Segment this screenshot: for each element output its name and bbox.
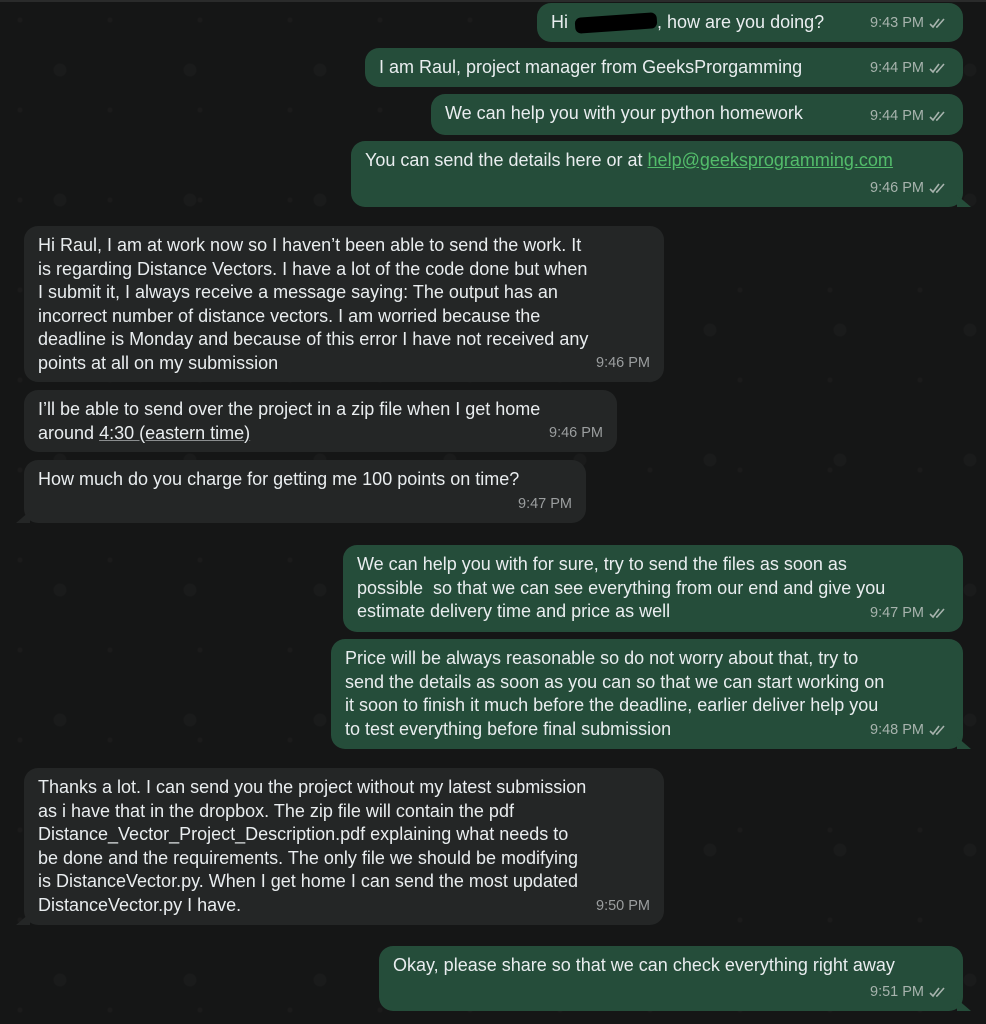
double-check-icon <box>929 607 949 619</box>
timestamp: 9:47 PM <box>518 495 572 512</box>
double-check-icon <box>929 110 949 122</box>
message-text: Okay, please share so that we can check everything right away <box>393 955 895 975</box>
message-incoming[interactable] <box>24 460 586 523</box>
message-text: How much do you charge for getting me 100 points on time? <box>38 469 520 489</box>
message-meta <box>870 57 949 81</box>
time-link[interactable]: 4:30 (eastern time) <box>99 422 251 443</box>
message-meta <box>518 493 572 517</box>
timestamp: 9:44 PM <box>870 107 924 124</box>
timestamp: 9:46 PM <box>549 424 603 441</box>
timestamp: 9:46 PM <box>596 354 650 371</box>
message-outgoing[interactable] <box>379 946 963 1011</box>
timestamp: 9:51 PM <box>870 983 924 1000</box>
message-meta <box>870 177 949 201</box>
double-check-icon <box>929 17 949 29</box>
double-check-icon <box>929 62 949 74</box>
message-text: Hi , how are you doing? <box>551 12 824 32</box>
message-line: I submit it, I always receive a message saying: The output has an <box>38 282 558 302</box>
double-check-icon <box>929 724 949 736</box>
message-line: I’ll be able to send over the project in a zip file when I get home <box>38 399 541 419</box>
message-line: is regarding Distance Vectors. I have a lot of the code done but when <box>38 258 588 279</box>
message-outgoing[interactable] <box>351 141 963 207</box>
timestamp: 9:48 PM <box>870 721 924 738</box>
message-incoming[interactable] <box>24 768 664 925</box>
message-outgoing[interactable] <box>365 48 963 87</box>
message-text: I am Raul, project manager from GeeksProrgamming <box>379 57 803 77</box>
message-line: to test everything before final submission <box>345 718 672 739</box>
message-meta <box>549 422 603 446</box>
redacted-name <box>575 12 658 34</box>
message-line: is DistanceVector.py. When I get home I can send the most updated <box>38 871 578 891</box>
message-line: Distance_Vector_Project_Description.pdf explaining what needs to <box>38 824 569 844</box>
message-line: around 4:30 (eastern time) <box>38 422 251 443</box>
message-outgoing[interactable] <box>537 3 963 42</box>
message-line: estimate delivery time and price as well <box>357 601 671 621</box>
message-line: deadline is Monday and because of this error I have not received any <box>38 329 589 349</box>
double-check-icon <box>929 986 949 998</box>
timestamp: 9:43 PM <box>870 14 924 31</box>
message-line: send the details as soon as you can so that we can start working on <box>345 671 885 692</box>
message-meta <box>596 895 650 919</box>
message-line: be done and the requirements. The only file we should be modifying <box>38 847 579 868</box>
message-line: points at all on my submission <box>38 352 279 373</box>
message-line: Thanks a lot. I can send you the project without my latest submission <box>38 777 587 797</box>
message-line: Price will be always reasonable so do not worry about that, try to <box>345 648 859 668</box>
double-check-icon <box>929 182 949 194</box>
message-outgoing[interactable] <box>331 639 963 749</box>
message-outgoing[interactable] <box>343 545 963 632</box>
message-incoming[interactable] <box>24 226 664 382</box>
message-line: possible so that we can see everything from our end and give you <box>357 577 886 598</box>
timestamp: 9:46 PM <box>870 179 924 196</box>
top-divider <box>0 0 986 2</box>
message-incoming[interactable] <box>24 390 617 452</box>
message-meta <box>596 352 650 376</box>
message-text: You can send the details here or at help@geeksprogramming.com <box>365 150 893 170</box>
timestamp: 9:47 PM <box>870 604 924 621</box>
message-meta <box>870 719 949 743</box>
message-line: as i have that in the dropbox. The zip file will contain the pdf <box>38 800 514 821</box>
message-meta <box>870 981 949 1005</box>
email-link[interactable]: help@geeksprogramming.com <box>647 150 893 170</box>
message-meta <box>870 105 949 129</box>
message-line: incorrect number of distance vectors. I am worried because the <box>38 305 541 326</box>
message-text: We can help you with your python homework <box>445 103 803 123</box>
message-meta <box>870 12 949 36</box>
message-line: it soon to finish it much before the deadline, earlier deliver help you <box>345 695 879 715</box>
message-outgoing[interactable] <box>431 94 963 135</box>
timestamp: 9:44 PM <box>870 59 924 76</box>
message-line: We can help you with for sure, try to send the files as soon as <box>357 554 847 574</box>
message-meta <box>870 602 949 626</box>
message-line: DistanceVector.py I have. <box>38 894 242 915</box>
timestamp: 9:50 PM <box>596 897 650 914</box>
message-line: Hi Raul, I am at work now so I haven’t been able to send the work. It <box>38 235 582 255</box>
